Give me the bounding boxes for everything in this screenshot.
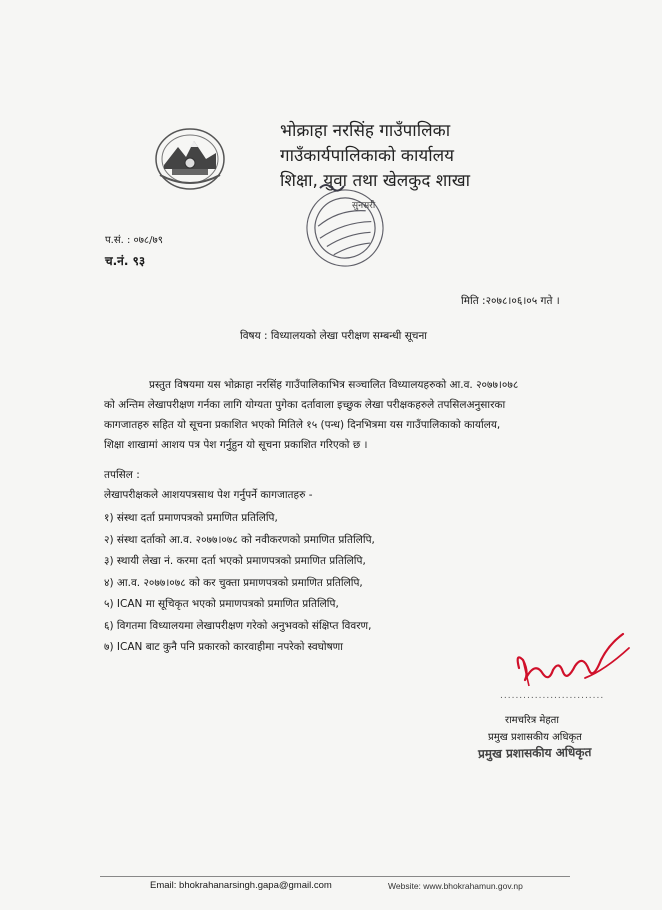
list-item: ७) ICAN बाट कुनै पनि प्रकारको कारवाहीमा नपरेको स्वघोषणा xyxy=(104,641,343,653)
district-name: सुनसरी xyxy=(352,201,376,211)
list-item: २) संस्था दर्ताको आ.व. २०७७।०७८ को नवीकरणको प्रमाणित प्रतिलिपि, xyxy=(104,533,375,546)
tapasil-heading: तपसिल : xyxy=(104,469,140,481)
signatory-title: प्रमुख प्रशासकीय अधिकृत xyxy=(488,732,582,743)
signature-line: ........................... xyxy=(500,691,605,701)
office-stamp-icon xyxy=(290,178,400,278)
fiscal-year: प.सं. : ०७८/७९ xyxy=(105,235,163,246)
designation-seal: प्रमुख प्रशासकीय अधिकृत xyxy=(477,745,592,761)
government-emblem-icon xyxy=(150,125,230,193)
branch-name: शिक्षा, युवा तथा खेलकुद शाखा xyxy=(280,171,471,191)
list-item: ६) विगतमा विध्यालयमा लेखापरीक्षण गरेको अनुभवको संक्षिप्त विवरण, xyxy=(104,619,372,632)
paragraph-line: प्रस्तुत विषयमा यस भोक्राहा नरसिंह गाउँपालिकाभित्र सञ्चालित विध्यालयहरुको आ.व. २०७७।०७८ xyxy=(149,379,519,391)
list-item: ४) आ.व. २०७७।०७८ को कर चुक्ता प्रमाणपत्रको प्रमाणित प्रतिलिपि, xyxy=(104,576,363,589)
signature-icon xyxy=(505,630,635,700)
notice-paragraph xyxy=(104,375,584,455)
documents-intro: लेखापरीक्षकले आशयपत्रसाथ पेश गर्नुपर्ने कागजातहरु - xyxy=(104,489,313,501)
paragraph-line: को अन्तिम लेखापरीक्षण गर्नका लागि योग्यता पुगेका दर्तावाला इच्छुक लेखा परीक्षकहरुले तपसिलअनुसारका xyxy=(104,399,506,411)
documents-list xyxy=(104,508,375,659)
list-item: १) संस्था दर्ता प्रमाणपत्रको प्रमाणित प्रतिलिपि, xyxy=(104,512,278,524)
list-item: ३) स्थायी लेखा नं. करमा दर्ता भएको प्रमाणपत्रको प्रमाणित प्रतिलिपि, xyxy=(104,555,366,567)
paragraph-line: शिक्षा शाखामां आशय पत्र पेश गर्नुहुन यो सूचना प्रकाशित गरिएको छ । xyxy=(104,439,368,451)
letter-subject: विषय : विध्यालयको लेखा परीक्षण सम्बन्धी सूचना xyxy=(240,330,428,342)
dispatch-number: च.नं. ९३ xyxy=(105,254,146,268)
footer-email: Email: bhokrahanarsingh.gapa@gmail.com xyxy=(150,880,332,891)
signatory-name: रामचरित्र मेहता xyxy=(505,715,559,726)
footer-website: Website: www.bhokrahamun.gov.np xyxy=(388,881,523,891)
paragraph-line: कागजातहरु सहित यो सूचना प्रकाशित भएको मितिले १५ (पन्ध) दिनभित्रमा यस गाउँपालिकाको कार्यालय, xyxy=(104,419,501,431)
office-subtitle: गाउँकार्यपालिकाको कार्यालय xyxy=(280,146,455,166)
office-name: भोक्राहा नरसिंह गाउँपालिका xyxy=(280,121,451,141)
footer-divider xyxy=(100,876,570,877)
letter-date: मिति :२०७८।०६।०५ गते । xyxy=(461,295,560,307)
list-item: ५) ICAN मा सूचिकृत भएको प्रमाणपत्रको प्रमाणित प्रतिलिपि, xyxy=(104,598,339,610)
